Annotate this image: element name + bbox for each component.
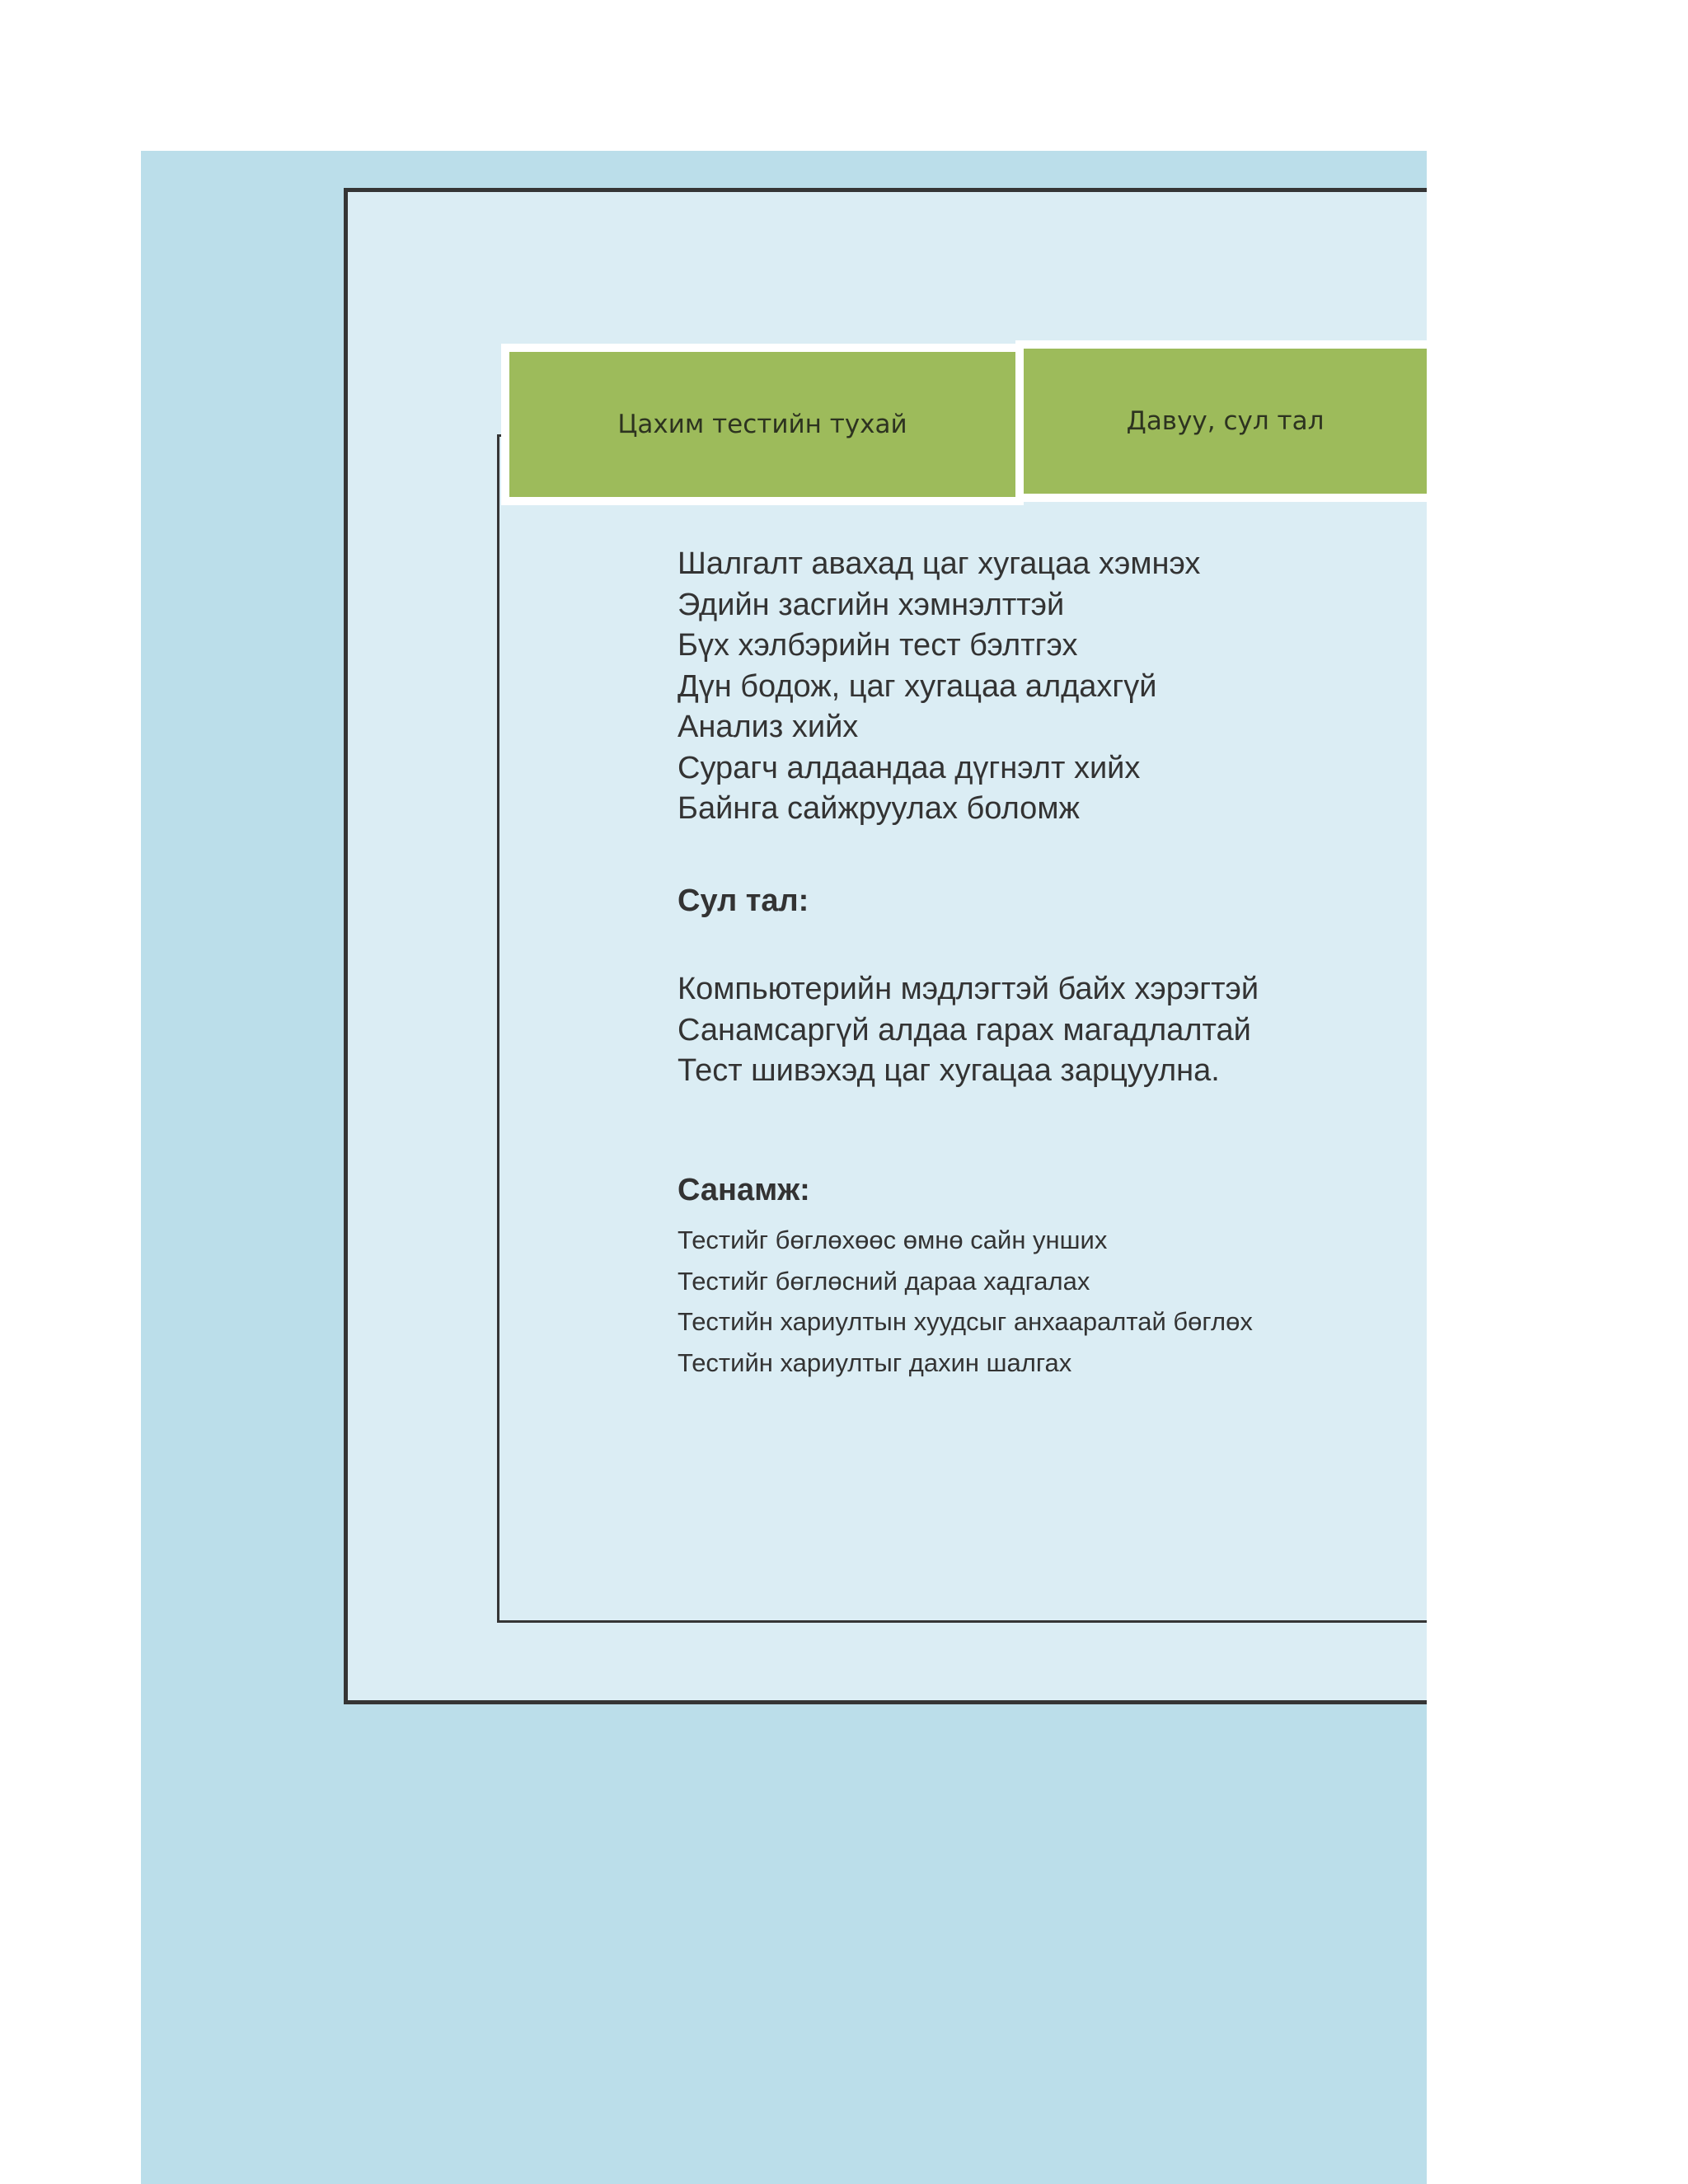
list-item: Анализ хийх bbox=[678, 710, 859, 744]
list-item: Тест шивэхэд цаг хугацаа зарцуулна. bbox=[678, 1053, 1220, 1088]
list-item: Бүх хэлбэрийн тест бэлтгэх bbox=[678, 628, 1078, 663]
tab-about-e-test[interactable] bbox=[501, 344, 1024, 505]
list-item: Сурагч алдаандаа дүгнэлт хийх bbox=[678, 750, 1141, 785]
list-item: Тестийн хариултын хуудсыг анхааралтай бөглөх bbox=[678, 1307, 1253, 1336]
notes-list bbox=[678, 1220, 1253, 1383]
disadvantages-list bbox=[678, 969, 1259, 1092]
advantages-list bbox=[678, 544, 1419, 830]
list-item: Тестийг бөглөхөөс өмнө сайн унших bbox=[678, 1226, 1108, 1254]
list-item: Байнга сайжруулах боломж bbox=[678, 791, 1080, 826]
notes-heading: Санамж: bbox=[678, 1173, 810, 1207]
advantages-section bbox=[678, 544, 1419, 830]
tab-label: Давуу, сул тал bbox=[1126, 406, 1325, 436]
tab-pros-cons[interactable] bbox=[1015, 340, 1427, 502]
list-item: Тестийн хариултыг дахин шалгах bbox=[678, 1347, 1072, 1377]
list-item: Дүн бодож, цаг хугацаа алдахгүй bbox=[678, 668, 1157, 704]
list-item: Эдийн засгийн хэмнэлттэй bbox=[678, 587, 1065, 622]
list-item: Компьютерийн мэдлэгтэй байх хэрэгтэй bbox=[678, 972, 1259, 1006]
list-item: Санамсаргүй алдаа гарах магадлалтай bbox=[678, 1012, 1251, 1047]
disadvantages-heading: Сул тал: bbox=[678, 883, 809, 918]
list-item: Тестийг бөглөсний дараа хадгалах bbox=[678, 1266, 1090, 1296]
list-item: Шалгалт авахад цаг хугацаа хэмнэх bbox=[678, 546, 1201, 581]
disadvantages-section bbox=[678, 969, 1259, 1092]
tab-label: Цахим тестийн тухай bbox=[617, 410, 907, 439]
